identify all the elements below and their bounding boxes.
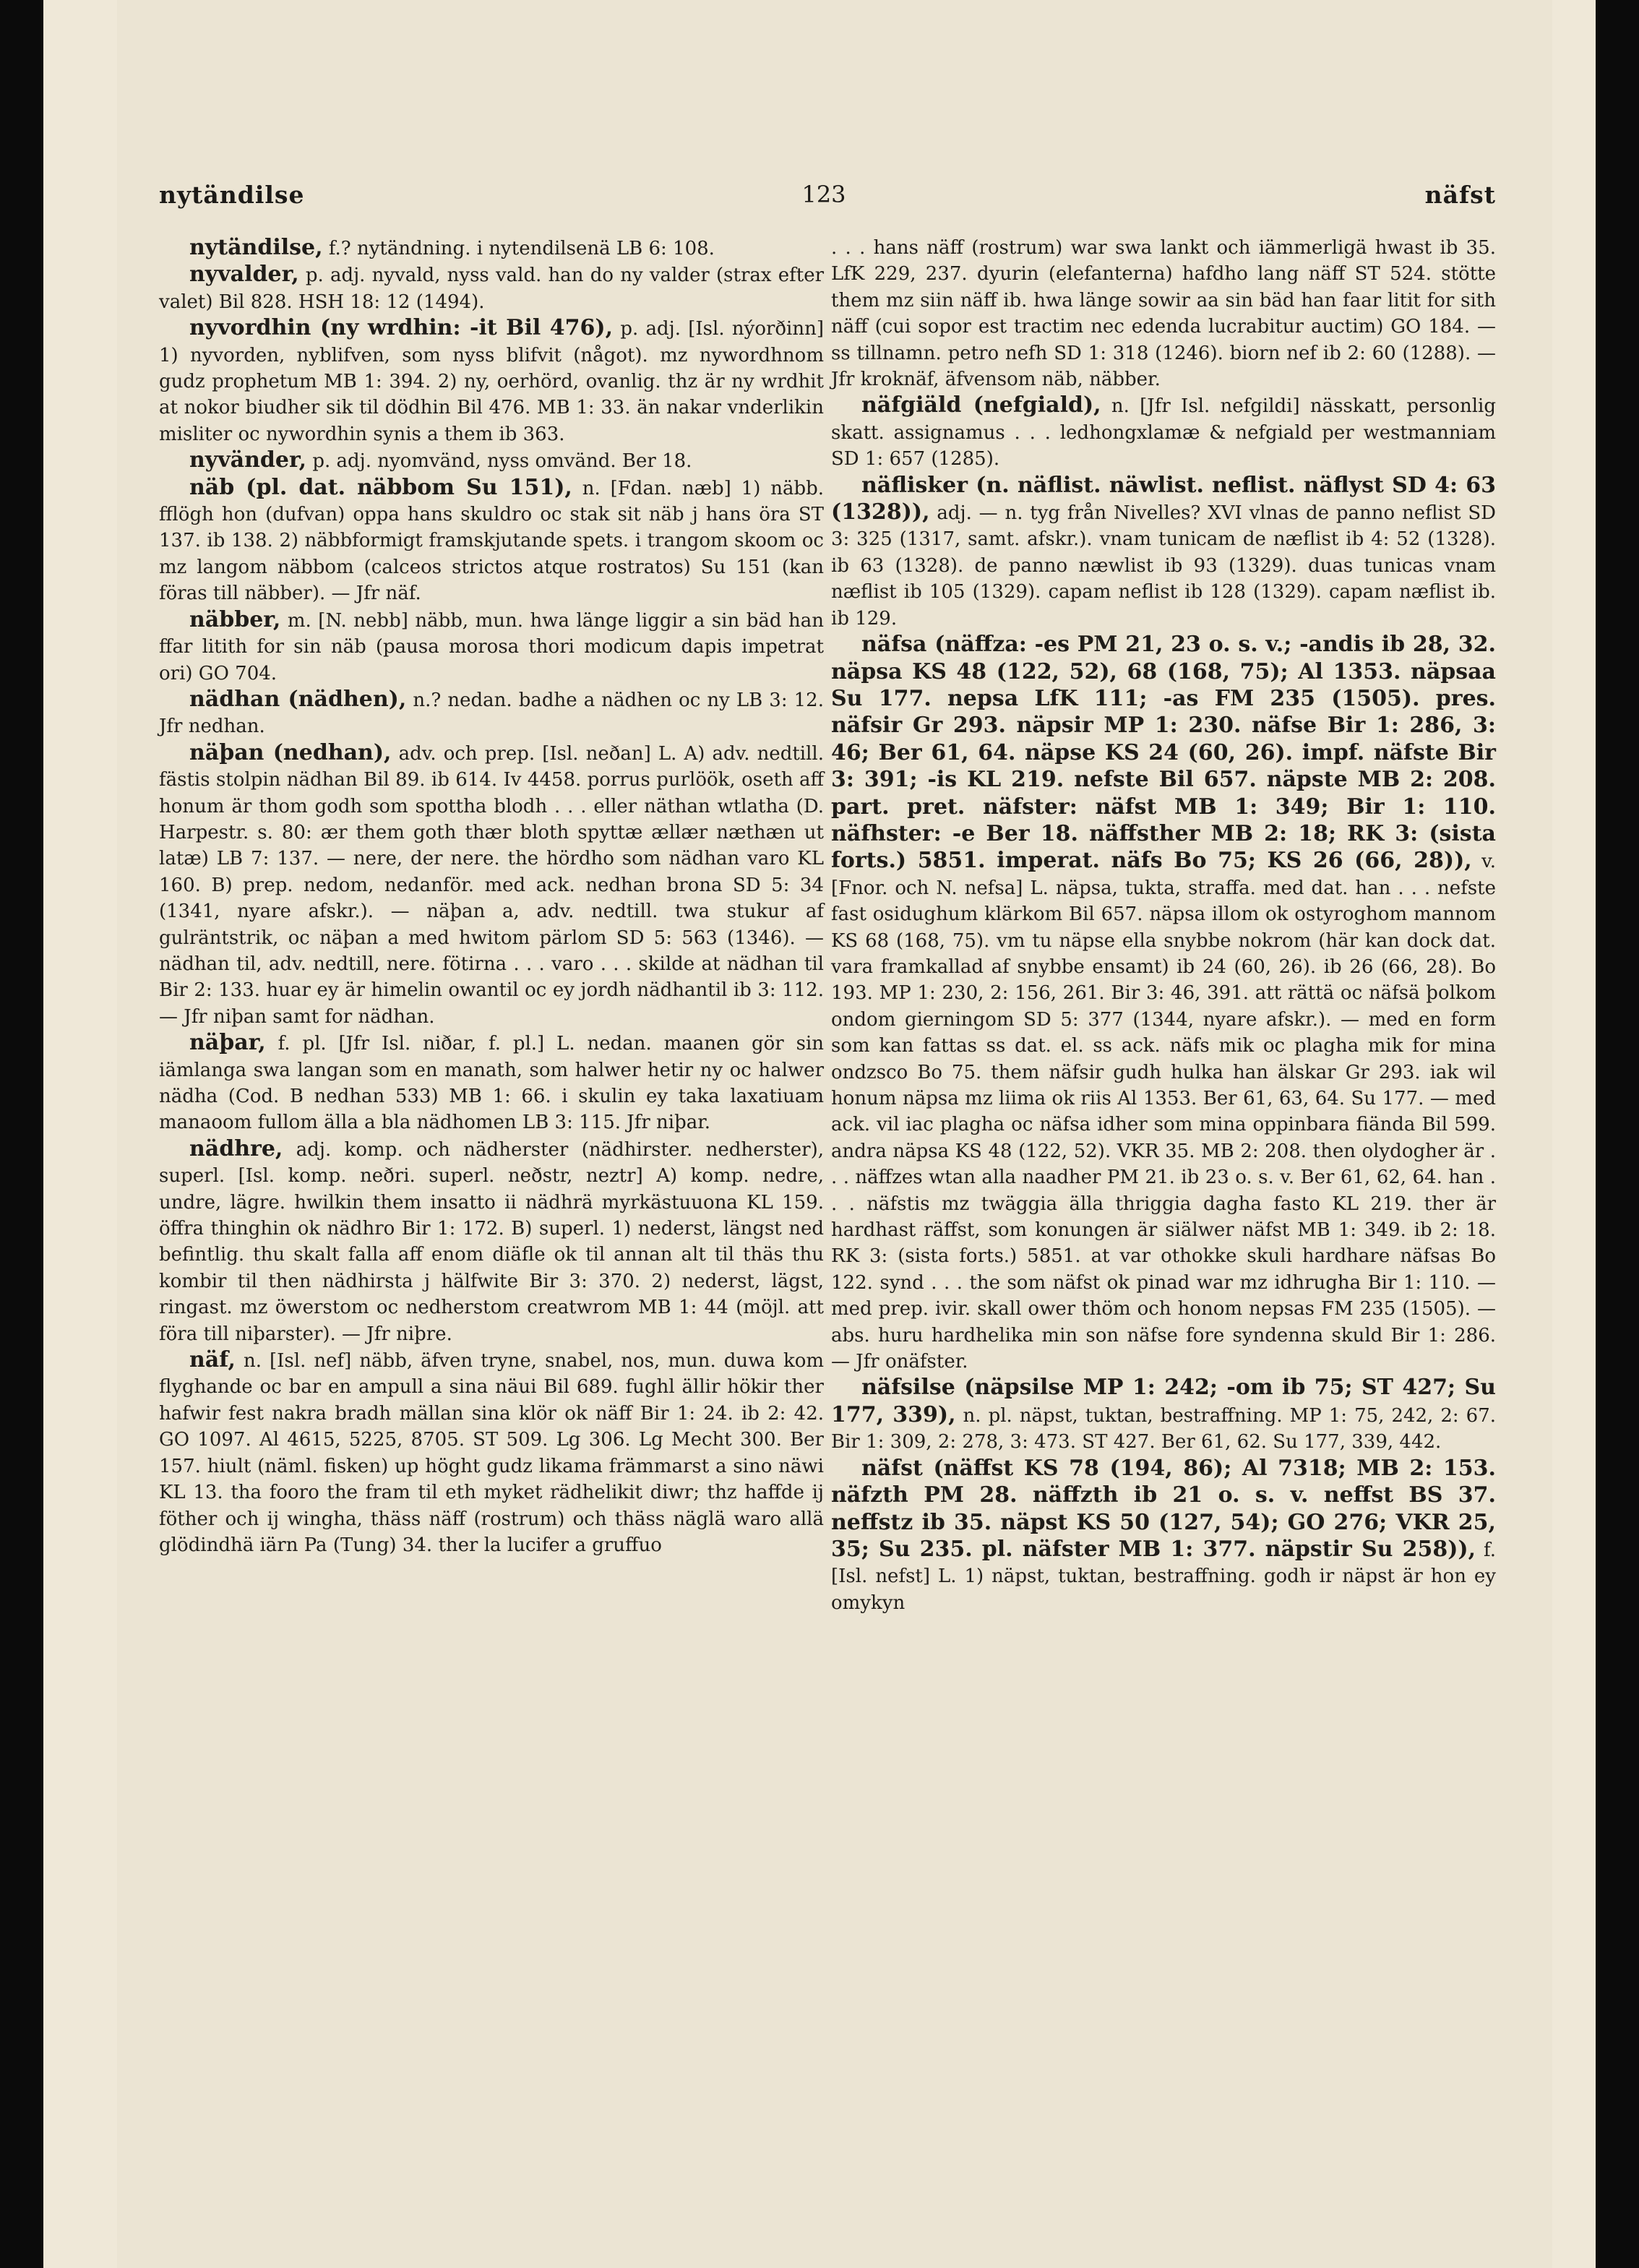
dictionary-entry bbox=[831, 1456, 1496, 1616]
dictionary-entry bbox=[831, 473, 1496, 632]
dictionary-entry bbox=[159, 687, 824, 740]
dictionary-entry bbox=[159, 475, 824, 607]
headword: nyvalder, bbox=[189, 262, 299, 288]
entry-text: adj. komp. och nädherster (nädhirster. nedherster), superl. [Isl. komp. neðri. superl. neðstr, neztr] A) komp. nedre, undre, lägre. hwilkin them insatto ii nädhrä myrkästuuona KL 159. öffra thinghin ok nädhro Bir 1: 172. B) superl. 1) nederst, längst ned befintlig. thu skalt falla aff enom diäfle ok til annan alt til thäs thu kombir til then nädhirsta j hälfwite Bir 3: 370. 2) nederst, lägst, ringast. mz öwerstom oc nedherstom creatwrom MB 1: 44 (möjl. att föra till niþarster). — Jfr niþre. bbox=[159, 1138, 825, 1345]
header-right-word: näfst bbox=[1424, 181, 1496, 209]
right-column bbox=[831, 235, 1496, 1616]
headword: näbber, bbox=[189, 606, 281, 632]
entry-text: m. [N. nebb] näbb, mun. hwa länge liggir a sin bäd han ffar litith for sin näb (pausa morosa thori modicum dapis impetrat ori) GO 704. bbox=[159, 609, 825, 684]
entry-text: adj. — n. tyg från Nivelles? XVI vlnas de panno neflist SD 3: 325 (1317, samt. afskr.). vnam tunicam de næflist ib 4: 52 (1328). ib 63 (1328). de panno næwlist ib 93 (1329). duas tunicas vnam næflist ib 105 (1329). capam neflist ib 128 (1329). capam næflist ib. ib 129. bbox=[831, 502, 1497, 630]
left-column bbox=[159, 235, 824, 1558]
headword: näþan (nedhan), bbox=[189, 739, 392, 765]
entry-text: f.? nytändning. i nytendilsenä LB 6: 108. bbox=[328, 238, 715, 259]
dictionary-entry bbox=[159, 235, 824, 262]
header-left-word: nytändilse bbox=[159, 181, 305, 209]
dictionary-entry bbox=[831, 392, 1496, 472]
dictionary-entry bbox=[831, 1375, 1496, 1455]
headword: nyvordhin (ny wrdhin: -it Bil 476), bbox=[189, 315, 614, 341]
entry-text: adv. och prep. [Isl. neðan] L. A) adv. nedtill. fästis stolpin nädhan Bil 89. ib 614. Iv 4458. porrus purlöök, oseth aff honum är thom godh som spottha blodh . . . eller näthan wtlatha (D. Harpestr. s. 80: ær them goth thær bloth spyttæ ællær næthæn ut latæ) LB 7: 137. — nere, der nere. the hördho som nädhan varo KL 160. B) prep. nedom, nedanför. med ack. nedhan brona SD 5: 34 (1341, nyare afskr.). — näþan a, adv. nedtill. twa stukur af gulräntstrik, oc näþan a med hwitom pärlom SD 5: 563 (1346). — nädhan til, adv. nedtill, nere. fötirna . . . varo . . . skilde at nädhan til Bir 2: 133. huar ey är himelin owantil oc ey jordh nädhantil ib 3: 112. — Jfr niþan samt for nädhan. bbox=[159, 742, 825, 1028]
headword: näfgiäld (nefgiald), bbox=[861, 392, 1101, 418]
headword: nädhan (nädhen), bbox=[189, 686, 407, 712]
entry-text: p. adj. nyvald, nyss vald. han do ny valder (strax efter valet) Bil 828. HSH 18: 12 (1494). bbox=[159, 265, 825, 313]
dictionary-entry bbox=[159, 315, 824, 447]
headword: näfsilse (näpsilse MP 1: 242; -om ib 75; ST 427; Su 177, 339), bbox=[831, 1375, 1496, 1427]
entry-text: p. adj. [Isl. nýorðinn] 1) nyvorden, nyblifven, som nyss blifvit (något). mz nywordhnom gudz prophetum MB 1: 394. 2) ny, oerhörd, ovanlig. thz är ny wrdhit at nokor biudher sik til dödhin Bil 476. MB 1: 33. än nakar vnderlikin misliter oc nywordhin synis a them ib 363. bbox=[159, 318, 824, 445]
dictionary-entry bbox=[159, 740, 824, 1030]
dictionary-entry bbox=[159, 1030, 824, 1136]
headword: nytändilse, bbox=[189, 235, 323, 260]
entry-text: n. [Isl. nef] näbb, äfven tryne, snabel, nos, mun. duwa kom flyghande oc bar en ampull a sina näui Bil 689. fughl ällir hökir ther hafwir fest nakra bradh mällan sina klör ok näff Bir 1: 24. ib 2: 42. GO 1097. Al 4615, 5225, 8705. ST 509. Lg 306. Lg Mecht 300. Ber 157. hiult (näml. fisken) up höght gudz likama främmarst a sino näwi KL 13. tha fooro the fram til eth myket rädhelikit diwr; thz haffde ij föther och ij wingha, thäss näff (rostrum) och thäss näglä waro allä glödindhä iärn Pa (Tung) 34. ther la lucifer a gruffuo bbox=[159, 1350, 825, 1556]
headword: näfst (näffst KS 78 (194, 86); Al 7318; MB 2: 153. näfzth PM 28. näffzth ib 21 o. s. v. neffst BS 37. neffstz ib 35. näpst KS 50 (127, 54); GO 276; VKR 25, 35; Su 235. pl. näfster MB 1: 377. näpstir Su 258)), bbox=[831, 1455, 1496, 1562]
headword: nyvänder, bbox=[189, 447, 307, 473]
dictionary-entry bbox=[159, 1347, 824, 1558]
entry-text: p. adj. nyomvänd, nyss omvänd. Ber 18. bbox=[312, 450, 692, 473]
entry-text: n.? nedan. badhe a nädhen oc ny LB 3: 12. Jfr nedhan. bbox=[159, 689, 824, 738]
dictionary-entry bbox=[159, 262, 824, 315]
dictionary-entry bbox=[159, 1136, 824, 1347]
dictionary-entry bbox=[159, 607, 824, 687]
dictionary-entry bbox=[831, 632, 1496, 1375]
headword: nädhre, bbox=[189, 1135, 283, 1161]
headword: näfsa (näffza: -es PM 21, 23 o. s. v.; -andis ib 28, 32. näpsa KS 48 (122, 52), 68 (168, 75); Al 1353. näpsaa Su 177. nepsa LfK 111; -as FM 235 (1505). pres. näfsir Gr 293. näpsir MP 1: 230. näfse Bir 1: 286, 3: 46; Ber 61, 64. näpse KS 24 (60, 26). impf. näfste Bir 3: 391; -is KL 219. nefste Bil 657. näpste MB 2: 208. part. pret. näfster: näfst MB 1: 349; Bir 1: 110. näfhster: -e Ber 18. näffsther MB 2: 18; RK 3: (sista forts.) 5851. imperat. näfs Bo 75; KS 26 (66, 28)), bbox=[831, 632, 1496, 874]
headword: näb (pl. dat. näbbom Su 151), bbox=[189, 474, 572, 500]
entry-text: n. pl. näpst, tuktan, bestraffning. MP 1: 75, 242, 2: 67. Bir 1: 309, 2: 278, 3: 473. ST 427. Ber 61, 62. Su 177, 339, 442. bbox=[831, 1404, 1496, 1453]
entry-text: n. [Jfr Isl. nefgildi] nässkatt, personlig skatt. assignamus . . . ledhongxlamæ & nefgiald per westmanniam SD 1: 657 (1285). bbox=[831, 395, 1497, 471]
page-number: 123 bbox=[801, 181, 846, 208]
entry-text: v. [Fnor. och N. nefsa] L. näpsa, tukta, straffa. med dat. han . . . nefste fast osidughum klärkom Bil 657. näpsa illom ok ostyroghom mannom KS 68 (168, 75). vm tu näpse ella snybbe nokrom (här kan dock dat. vara framkallad af snybbe ensamt) ib 24 (60, 26). ib 26 (66, 28). Bo 193. MP 1: 230, 2: 156, 261. Bir 3: 46, 391. att rättä oc näfsä þolkom ondom gierningom SD 5: 377 (1344, nyare afskr.). — med en form som kan fattas ss dat. el. ss ack. näfs mik oc plagha mik for mina ondzsco Bo 75. them näfsir gudh hulka han älskar Gr 293. iak wil honum näpsa mz liima ok riis Al 1353. Ber 61, 63, 64. Su 177. — med ack. vil iac plagha oc näfsa idher som mina oppinbara fiända Bil 599. andra näpsa KS 48 (122, 52). VKR 35. MB 2: 208. then olydogher är . . . näffzes wtan alla naadher PM 21. ib 23 o. s. v. Ber 61, 62, 64. han . . . näfstis mz twäggia älla thriggia dagha fasto KL 219. ther är hardhast räffst, som konungen är siälwer näfst MB 1: 349. ib 2: 18. RK 3: (sista forts.) 5851. at var othokke skuli hardhare näfsas Bo 122. synd . . . the som näfst ok pinad war mz idhrugha Bir 1: 110. — med prep. ivir. skall ower thöm och honom nepsas FM 235 (1505). — abs. huru hardhelika min son näfse fore syndenna skuld Bir 1: 286. — Jfr onäfster. bbox=[831, 851, 1497, 1373]
dictionary-entry-continued bbox=[831, 235, 1496, 392]
entry-text: . . . hans näff (rostrum) war swa lankt och iämmerligä hwast ib 35. LfK 229, 237. dyurin (elefanterna) hafdho lang näff ST 524. stötte them mz siin näff ib. hwa länge sowir aa sin bäd han faar litit for sith näff (cui sopor est tractim nec edenda lucrabitur auctim) GO 184. — ss tillnamn. petro nefh SD 1: 318 (1246). biorn nef ib 2: 60 (1288). — Jfr kroknäf, äfvensom näb, näbber. bbox=[831, 237, 1496, 391]
headword: näf, bbox=[189, 1347, 236, 1373]
entry-text: n. [Fdan. næb] 1) näbb. fflögh hon (dufvan) oppa hans skuldro oc stak sit näb j hans öra ST 137. ib 138. 2) näbbformigt framskjutande spets. i trangom skoom oc mz langom näbbom (calceos strictos atque rostratos) Su 151 (kan föras till näbber). — Jfr näf. bbox=[159, 477, 825, 605]
entry-text: f. pl. [Jfr Isl. niðar, f. pl.] L. nedan. maanen gör sin iämlanga swa langan som en manath, som halwer hetir ny oc halwer nädha (Cod. B nedhan 533) MB 1: 66. i skulin ey taka laxatiuam manaoom fullom älla a bla nädhomen LB 3: 115. Jfr niþar. bbox=[159, 1033, 825, 1134]
entry-text: f. [Isl. nefst] L. 1) näpst, tuktan, bestraffning. godh ir näpst är hon ey omykyn bbox=[831, 1539, 1497, 1614]
dictionary-entry bbox=[159, 447, 824, 474]
headword: näþar, bbox=[189, 1030, 266, 1056]
running-header bbox=[159, 181, 1496, 224]
headword: näflisker (n. näflist. näwlist. neflist. näflyst SD 4: 63 (1328)), bbox=[831, 472, 1496, 525]
